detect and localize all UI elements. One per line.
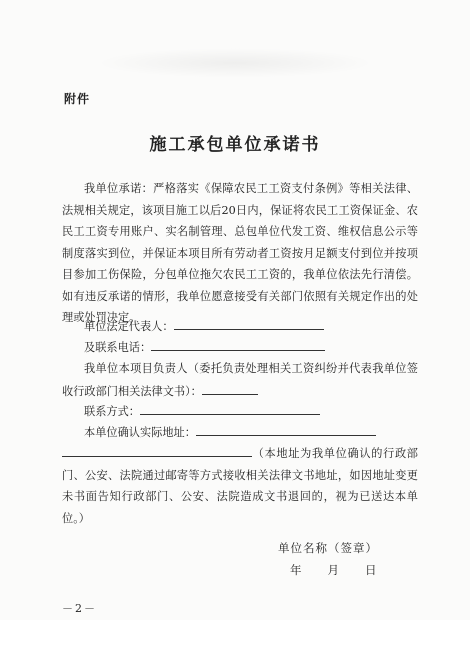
contact-method-blank (140, 400, 320, 415)
address-line (84, 421, 376, 444)
legal-rep-label: 单位法定代表人： (84, 320, 174, 333)
contact-method-label: 联系方式： (84, 405, 140, 418)
contact-phone-label: 及联系电话： (84, 341, 152, 354)
scan-artifact (95, 48, 375, 78)
contact-phone-blank (151, 336, 325, 351)
legal-rep-blank (174, 315, 324, 330)
commitment-paragraph: 我单位承诺：严格落实《保障农民工工资支付条例》等相关法律、法规相关规定，该项目施工以后20日内，保证将农民工工资保证金、农民工工资专用账户、实名制管理、总包单位代发工资、维权信息公示等制度落实到位，并保证本项目所有劳动者工资按月足额支付到位并按项目参加工伤保险，分包单位拖欠农民工工资的，我单位依法先行清偿。如有违反承诺的情形，我单位愿意接受有关部门依照有关规定作出的处理或处罚决定。 (62, 182, 418, 324)
page-bottom-margin (0, 620, 470, 668)
date-line: 年 月 日 (290, 563, 378, 577)
contact-phone-line (84, 336, 325, 359)
address-note: （本地址为我单位确认的行政部门、公安、法院通过邮寄等方式接收相关法律文书地址，如因地址变更未书面告知行政部门、公安、法院造成文书退回的，视为已送达本单位。） (62, 447, 418, 525)
annex-label: 附件 (64, 92, 91, 106)
project-manager-paragraph (62, 358, 418, 402)
document-title: 施工承包单位承诺书 (149, 135, 321, 155)
page-number: －2－ (62, 602, 97, 615)
address-label: 本单位确认实际地址： (84, 426, 196, 439)
project-manager-blank (202, 380, 258, 395)
address-blank-second (62, 442, 252, 457)
contact-method-line (84, 400, 320, 423)
legal-rep-line (84, 315, 324, 338)
address-note-paragraph (62, 442, 418, 529)
unit-name-signature: 单位名称（签章） (278, 541, 378, 555)
address-blank (196, 421, 376, 436)
project-manager-text: 我单位本项目负责人（委托负责处理相关工资纠纷并代表我单位签收行政部门相关法律文书）： (62, 362, 418, 398)
